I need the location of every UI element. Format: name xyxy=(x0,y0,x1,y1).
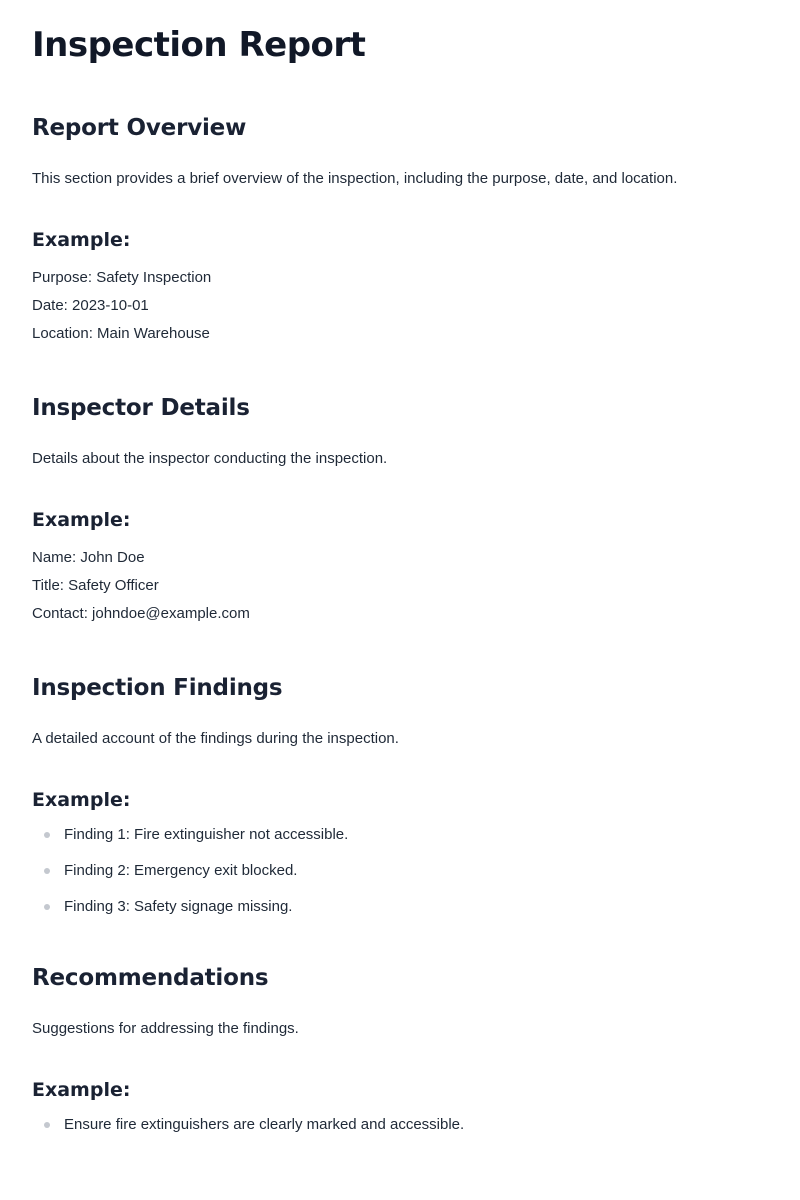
section-description: Suggestions for addressing the findings. xyxy=(32,1020,299,1037)
example-lines xyxy=(32,264,768,348)
section-report-overview xyxy=(32,112,768,348)
list-item xyxy=(32,1114,768,1136)
section-description: Details about the inspector conducting the inspection. xyxy=(32,450,388,467)
example-line-title: Title: Safety Officer xyxy=(32,577,159,594)
section-description: This section provides a brief overview of the inspection, including the purpose, date, and location. xyxy=(32,170,678,187)
example-lines xyxy=(32,544,768,628)
section-heading: Report Overview xyxy=(32,115,247,141)
example-heading: Example: xyxy=(32,1079,131,1101)
example-line-date: Date: 2023-10-01 xyxy=(32,297,149,314)
recommendations-list xyxy=(32,1114,768,1136)
findings-list xyxy=(32,824,768,918)
bullet-icon xyxy=(44,904,50,910)
section-heading: Recommendations xyxy=(32,965,269,991)
list-item-text: Ensure fire extinguishers are clearly marked and accessible. xyxy=(64,1116,465,1133)
section-description: A detailed account of the findings during the inspection. xyxy=(32,730,399,747)
section-heading: Inspector Details xyxy=(32,395,250,421)
list-item-text: Finding 1: Fire extinguisher not accessible. xyxy=(64,826,349,843)
section-inspection-findings xyxy=(32,672,768,918)
example-heading: Example: xyxy=(32,509,131,531)
example-line-purpose: Purpose: Safety Inspection xyxy=(32,269,212,286)
list-item xyxy=(32,860,768,882)
bullet-icon xyxy=(44,1122,50,1128)
list-item-text: Finding 3: Safety signage missing. xyxy=(64,898,293,915)
bullet-icon xyxy=(44,832,50,838)
example-line-name: Name: John Doe xyxy=(32,549,145,566)
section-heading: Inspection Findings xyxy=(32,675,283,701)
list-item-text: Finding 2: Emergency exit blocked. xyxy=(64,862,298,879)
example-heading: Example: xyxy=(32,789,131,811)
list-item xyxy=(32,824,768,846)
example-heading: Example: xyxy=(32,229,131,251)
section-recommendations xyxy=(32,962,768,1136)
example-line-location: Location: Main Warehouse xyxy=(32,325,210,342)
section-inspector-details xyxy=(32,392,768,628)
list-item xyxy=(32,896,768,918)
bullet-icon xyxy=(44,868,50,874)
example-line-contact: Contact: johndoe@example.com xyxy=(32,605,250,622)
page-title: Inspection Report xyxy=(32,25,366,65)
